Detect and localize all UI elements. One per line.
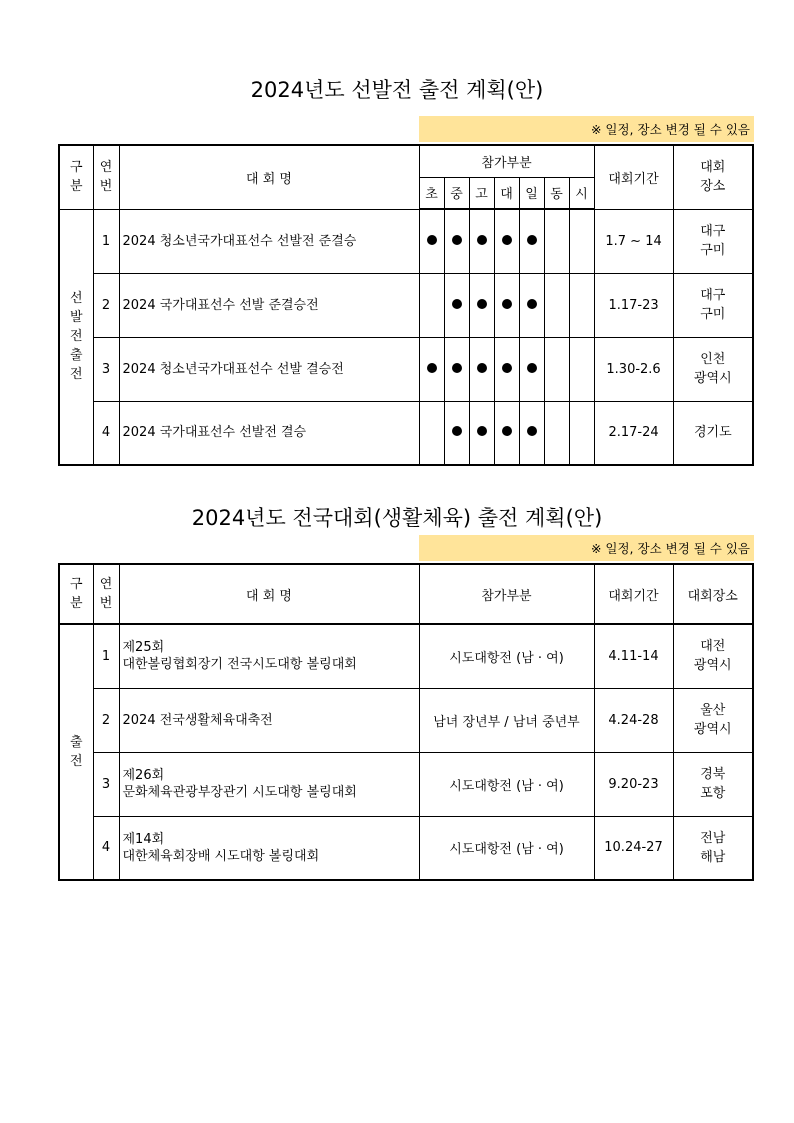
event-venue: 대구 구미 bbox=[673, 209, 753, 273]
event-name: 2024 청소년국가대표선수 선발 결승전 bbox=[119, 337, 419, 401]
event-period: 10.24-27 bbox=[594, 816, 673, 880]
participation-mark bbox=[519, 401, 544, 465]
table-row bbox=[59, 816, 753, 880]
event-participation: 시도대항전 (남 · 여) bbox=[419, 752, 594, 816]
event-name: 2024 국가대표선수 선발 준결승전 bbox=[119, 273, 419, 337]
header-name: 대 회 명 bbox=[119, 564, 419, 624]
row-number: 3 bbox=[93, 752, 119, 816]
event-name: 제26회 문화체육관광부장관기 시도대항 볼링대회 bbox=[119, 752, 419, 816]
division-header: 일 bbox=[519, 177, 544, 209]
participation-mark bbox=[419, 337, 444, 401]
event-period: 4.24-28 bbox=[594, 688, 673, 752]
event-period: 1.30-2.6 bbox=[594, 337, 673, 401]
event-venue: 대전 광역시 bbox=[673, 624, 753, 688]
table-row bbox=[59, 337, 753, 401]
participation-mark bbox=[519, 209, 544, 273]
dot-icon bbox=[452, 235, 462, 245]
event-period: 4.11-14 bbox=[594, 624, 673, 688]
dot-icon bbox=[477, 363, 487, 373]
header-period: 대회기간 bbox=[594, 564, 673, 624]
participation-mark bbox=[469, 209, 494, 273]
event-period: 1.7 ~ 14 bbox=[594, 209, 673, 273]
event-venue: 전남 해남 bbox=[673, 816, 753, 880]
dot-icon bbox=[477, 235, 487, 245]
section1-note: ※ 일정, 장소 변경 될 수 있음 bbox=[419, 116, 754, 142]
section2-title: 2024년도 전국대회(생활체육) 출전 계획(안) bbox=[191, 506, 603, 530]
division-header: 대 bbox=[494, 177, 519, 209]
event-venue: 경기도 bbox=[673, 401, 753, 465]
participation-mark bbox=[419, 273, 444, 337]
participation-mark bbox=[519, 337, 544, 401]
participation-mark bbox=[519, 273, 544, 337]
event-venue: 경북 포항 bbox=[673, 752, 753, 816]
dot-icon bbox=[452, 363, 462, 373]
row-number: 4 bbox=[93, 401, 119, 465]
dot-icon bbox=[502, 426, 512, 436]
event-participation: 남녀 장년부 / 남녀 중년부 bbox=[419, 688, 594, 752]
section2-note: ※ 일정, 장소 변경 될 수 있음 bbox=[419, 535, 754, 561]
participation-mark bbox=[569, 273, 594, 337]
dot-icon bbox=[527, 299, 537, 309]
event-period: 2.17-24 bbox=[594, 401, 673, 465]
category-cell: 출 전 bbox=[59, 624, 93, 880]
header-period: 대회기간 bbox=[594, 145, 673, 209]
division-header: 초 bbox=[419, 177, 444, 209]
participation-mark bbox=[419, 209, 444, 273]
table-row bbox=[59, 401, 753, 465]
event-name: 2024 전국생활체육대축전 bbox=[119, 688, 419, 752]
participation-mark bbox=[544, 337, 569, 401]
participation-mark bbox=[444, 209, 469, 273]
header-yeonbeon: 연 번 bbox=[93, 145, 119, 209]
row-number: 2 bbox=[93, 688, 119, 752]
division-header: 동 bbox=[544, 177, 569, 209]
header-gubun: 구 분 bbox=[59, 145, 93, 209]
dot-icon bbox=[502, 363, 512, 373]
row-number: 4 bbox=[93, 816, 119, 880]
participation-mark bbox=[444, 337, 469, 401]
header-venue: 대회 장소 bbox=[673, 145, 753, 209]
dot-icon bbox=[502, 235, 512, 245]
category-cell: 선 발 전 출 전 bbox=[59, 209, 93, 465]
event-participation: 시도대항전 (남 · 여) bbox=[419, 624, 594, 688]
participation-mark bbox=[419, 401, 444, 465]
participation-mark bbox=[494, 209, 519, 273]
event-participation: 시도대항전 (남 · 여) bbox=[419, 816, 594, 880]
table-row bbox=[59, 624, 753, 688]
event-venue: 인천 광역시 bbox=[673, 337, 753, 401]
participation-mark bbox=[444, 273, 469, 337]
dot-icon bbox=[527, 235, 537, 245]
division-header: 중 bbox=[444, 177, 469, 209]
event-venue: 울산 광역시 bbox=[673, 688, 753, 752]
event-name: 2024 청소년국가대표선수 선발전 준결승 bbox=[119, 209, 419, 273]
dot-icon bbox=[452, 426, 462, 436]
header-gubun: 구 분 bbox=[59, 564, 93, 624]
table-row bbox=[59, 209, 753, 273]
dot-icon bbox=[527, 363, 537, 373]
row-number: 1 bbox=[93, 624, 119, 688]
header-name: 대 회 명 bbox=[119, 145, 419, 209]
table-row bbox=[59, 688, 753, 752]
event-venue: 대구 구미 bbox=[673, 273, 753, 337]
header-participation: 참가부분 bbox=[419, 145, 594, 177]
dot-icon bbox=[452, 299, 462, 309]
participation-mark bbox=[494, 337, 519, 401]
header-venue: 대회장소 bbox=[673, 564, 753, 624]
participation-mark bbox=[469, 401, 494, 465]
participation-mark bbox=[544, 401, 569, 465]
header-participation: 참가부분 bbox=[419, 564, 594, 624]
event-name: 제25회 대한볼링협회장기 전국시도대항 볼링대회 bbox=[119, 624, 419, 688]
section1-title: 2024년도 선발전 출전 계획(안) bbox=[250, 78, 544, 102]
table-row bbox=[59, 752, 753, 816]
row-number: 1 bbox=[93, 209, 119, 273]
dot-icon bbox=[527, 426, 537, 436]
row-number: 3 bbox=[93, 337, 119, 401]
participation-mark bbox=[569, 337, 594, 401]
participation-mark bbox=[544, 273, 569, 337]
participation-mark bbox=[494, 273, 519, 337]
dot-icon bbox=[427, 235, 437, 245]
row-number: 2 bbox=[93, 273, 119, 337]
header-yeonbeon: 연 번 bbox=[93, 564, 119, 624]
event-name: 제14회 대한체육회장배 시도대항 볼링대회 bbox=[119, 816, 419, 880]
participation-mark bbox=[494, 401, 519, 465]
dot-icon bbox=[477, 426, 487, 436]
event-period: 9.20-23 bbox=[594, 752, 673, 816]
event-name: 2024 국가대표선수 선발전 결승 bbox=[119, 401, 419, 465]
participation-mark bbox=[469, 337, 494, 401]
participation-mark bbox=[544, 209, 569, 273]
event-period: 1.17-23 bbox=[594, 273, 673, 337]
section1-table bbox=[58, 144, 754, 466]
participation-mark bbox=[569, 209, 594, 273]
dot-icon bbox=[502, 299, 512, 309]
division-header: 고 bbox=[469, 177, 494, 209]
table-row bbox=[59, 273, 753, 337]
section2-table bbox=[58, 563, 754, 881]
division-header: 시 bbox=[569, 177, 594, 209]
participation-mark bbox=[569, 401, 594, 465]
participation-mark bbox=[444, 401, 469, 465]
dot-icon bbox=[477, 299, 487, 309]
participation-mark bbox=[469, 273, 494, 337]
dot-icon bbox=[427, 363, 437, 373]
